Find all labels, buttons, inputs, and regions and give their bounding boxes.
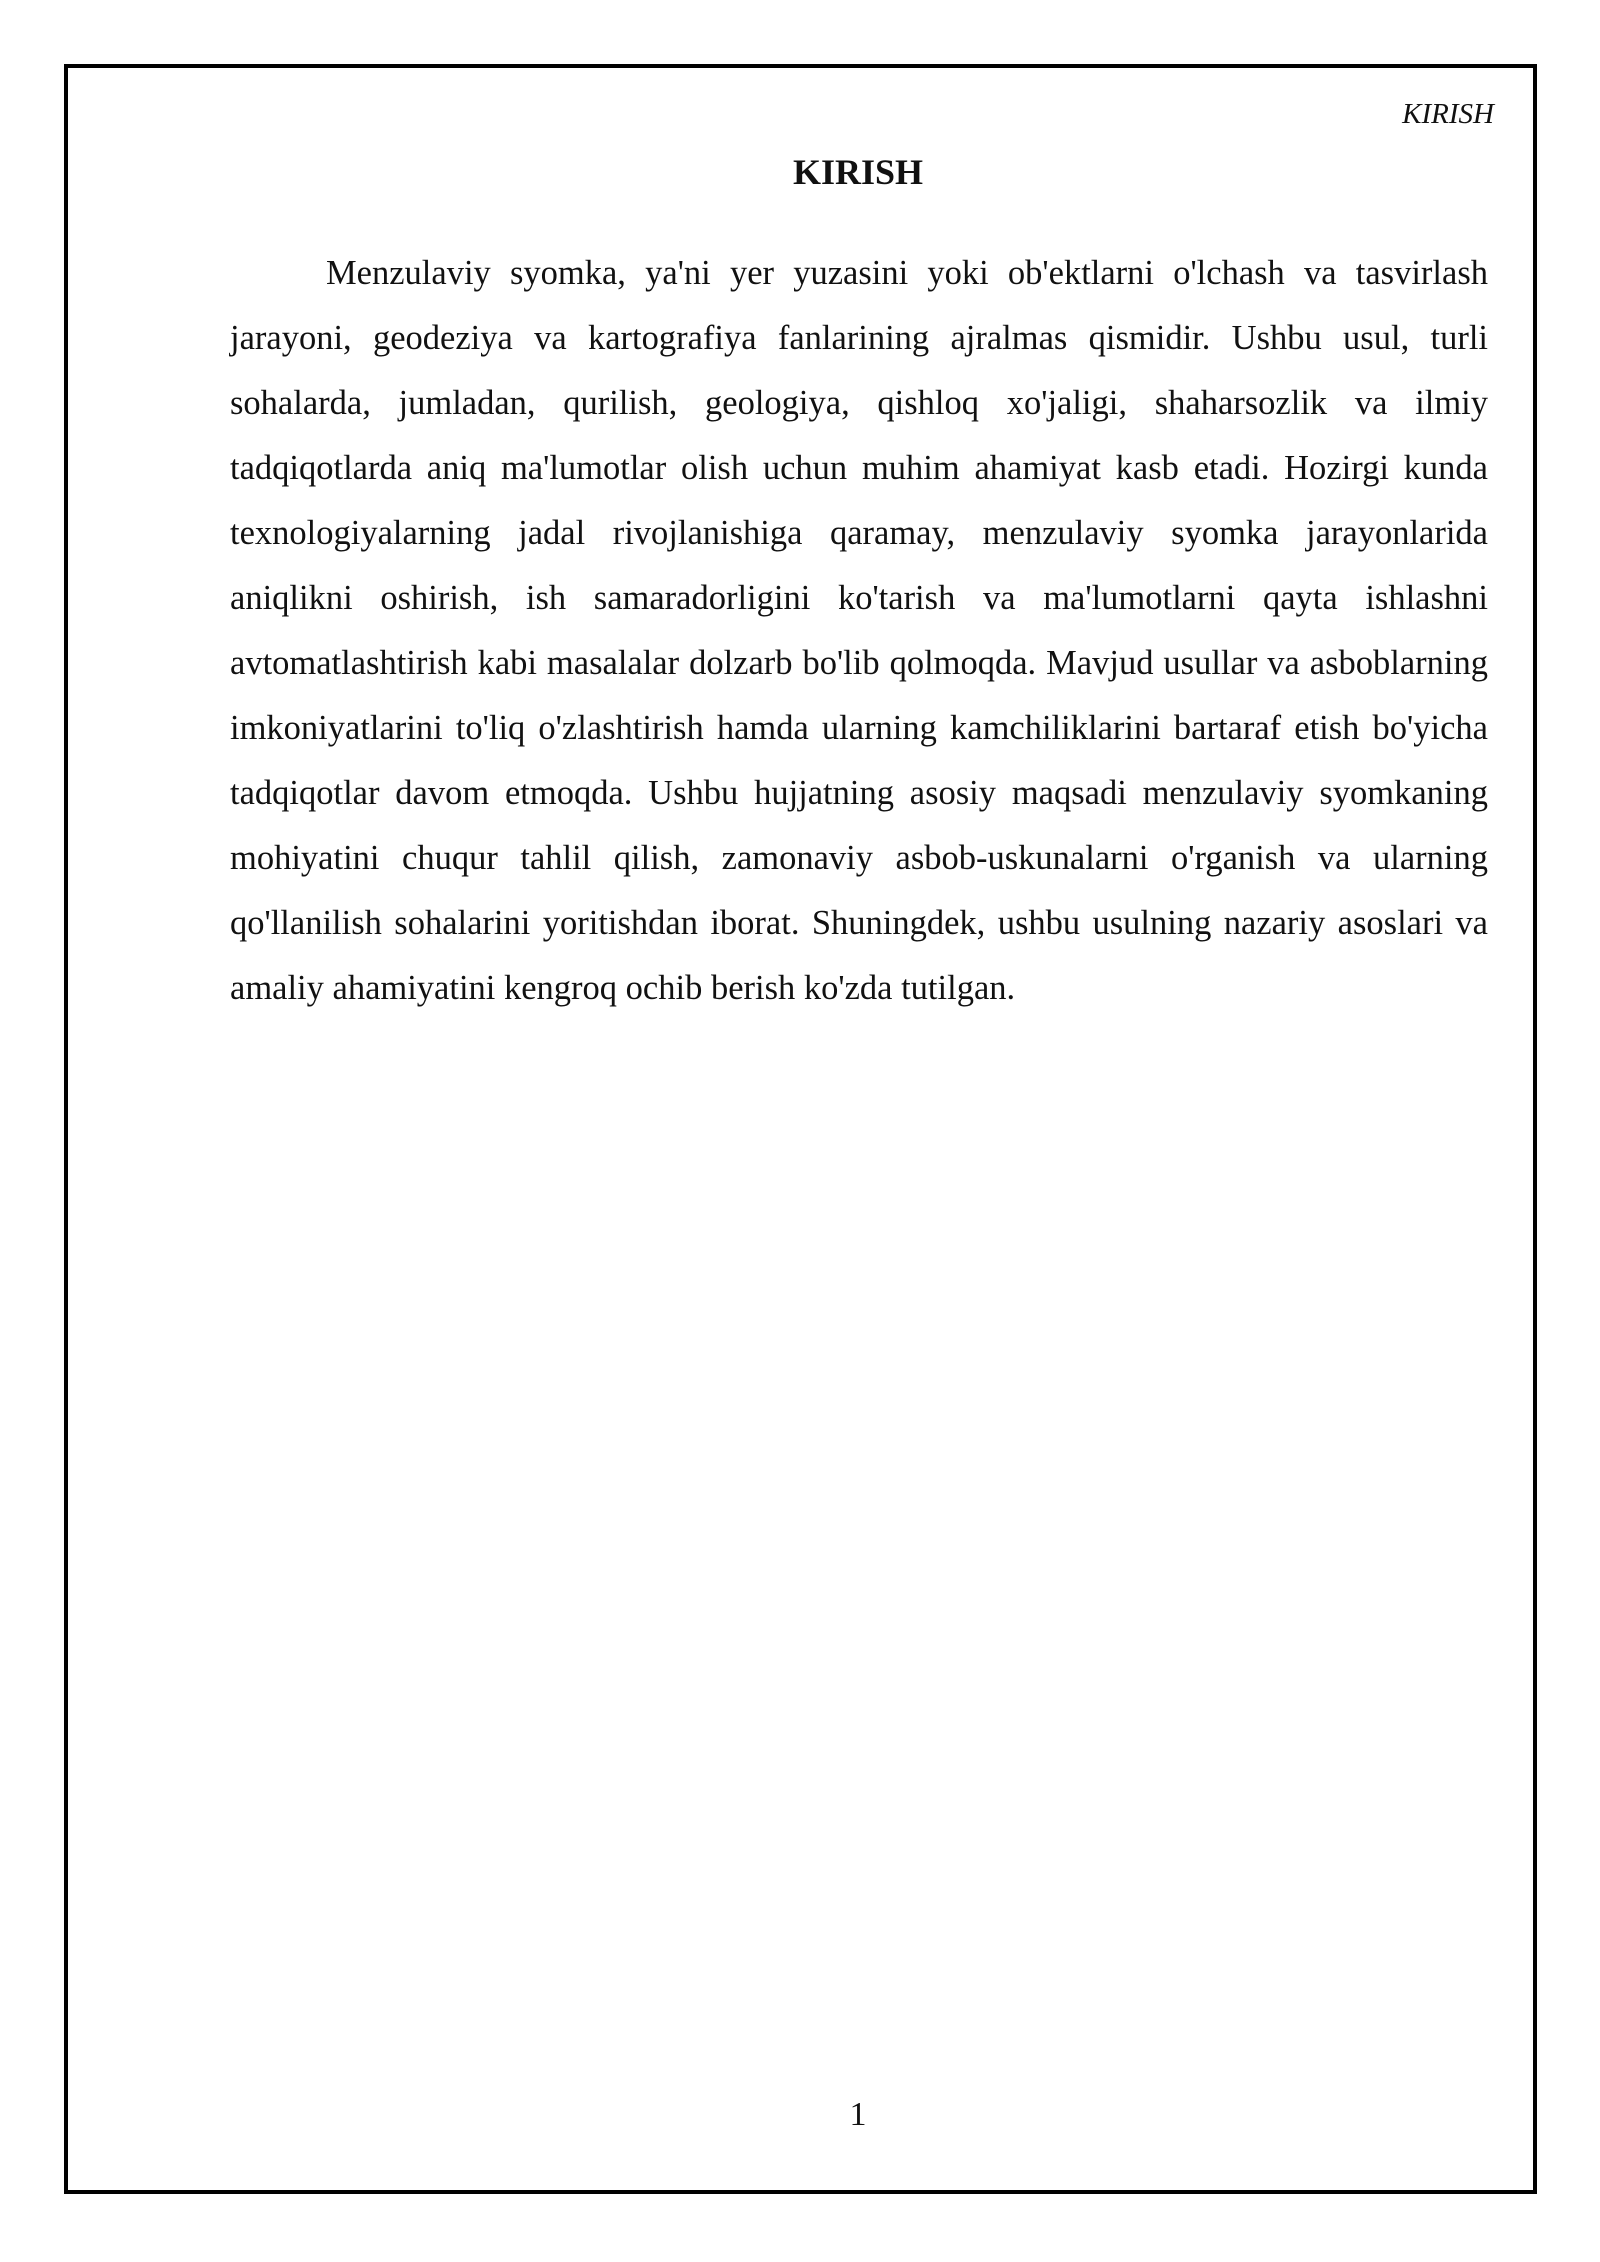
- running-header: KIRISH: [1402, 98, 1494, 130]
- page-number: 1: [849, 2096, 867, 2133]
- page-title: KIRISH: [792, 152, 924, 192]
- body-paragraph: Menzulaviy syomka, ya'ni yer yuzasini yoki ob'ektlarni o'lchash va tasvirlash jarayoni, geodeziya va kartografiya fanlarining ajralmas qismidir. Ushbu usul, turli sohalarda, jumladan, qurilish, geologiya, qishloq xo'jaligi, shaharsozlik va ilmiy tadqiqotlarda aniq ma'lumotlar olish uchun muhim ahamiyat kasb etadi. Hozirgi kunda texnologiyalarning jadal rivojlanishiga qaramay, menzulaviy syomka jarayonlarida aniqlikni oshirish, ish samaradorligini ko'tarish va ma'lumotlarni qayta ishlashni avtomatlashtirish kabi masalalar dolzarb bo'lib qolmoqda. Mavjud usullar va asboblarning imkoniyatlarini to'liq o'zlashtirish hamda ularning kamchiliklarini bartaraf etish bo'yicha tadqiqotlar davom etmoqda. Ushbu hujjatning asosiy maqsadi menzulaviy syomkaning mohiyatini chuqur tahlil qilish, zamonaviy asbob-uskunalarni o'rganish va ularning qo'llanilish sohalarini yoritishdan iborat. Shuningdek, ushbu usulning nazariy asoslari va amaliy ahamiyatini kengroq ochib berish ko'zda tutilgan.: [230, 254, 1488, 1007]
